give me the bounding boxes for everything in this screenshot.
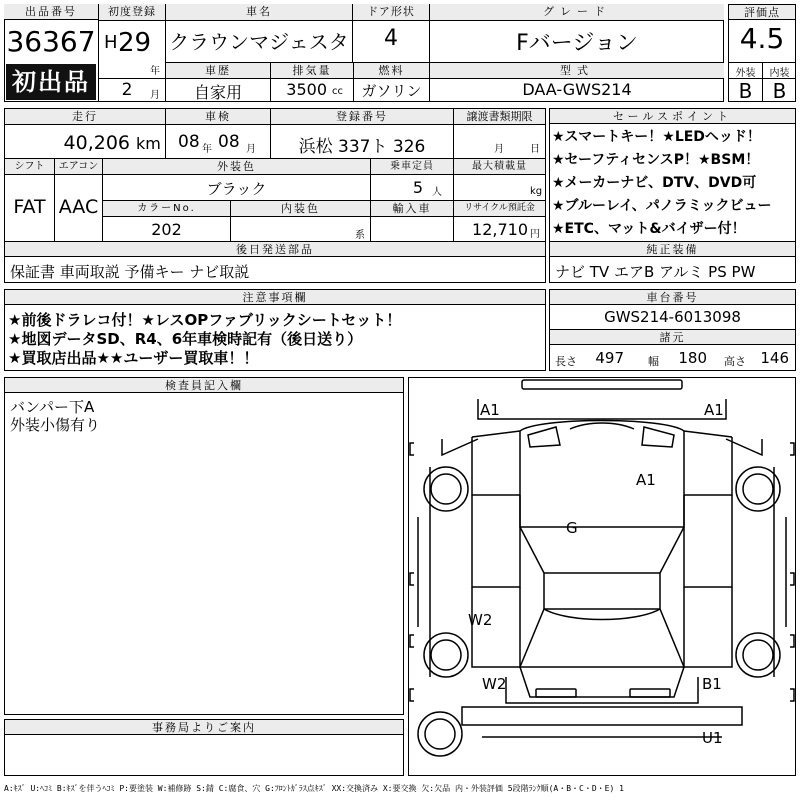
sales-line: ★メーカーナビ、DTV、DVD可 (552, 175, 757, 191)
load-label: 最大積載量 (454, 159, 545, 174)
type-value: DAA-GWS214 (522, 80, 632, 99)
color-no-value: 202 (151, 220, 182, 239)
equipment-label: 純正装備 (550, 242, 795, 257)
car-diagram (408, 377, 796, 776)
recycle-label: リサイクル預託金 (454, 201, 545, 216)
reg-month-unit: 月 (150, 90, 160, 101)
capacity-unit: 人 (432, 187, 442, 198)
dims-label: 諸元 (550, 330, 795, 345)
first-listing-badge: 初出品 (6, 64, 96, 100)
damage-mark: G (566, 519, 578, 537)
mileage-value: 40,206 (63, 132, 130, 154)
color-no-label: カラーNo. (103, 201, 230, 216)
reg-month: 2 (121, 80, 133, 100)
type-label: 型式 (430, 63, 724, 78)
chassis-value: GWS214-6013098 (604, 308, 741, 326)
score-label: 評価点 (729, 5, 795, 20)
height-label: 高さ (724, 355, 746, 368)
recycle-value: 12,710 (472, 220, 528, 239)
damage-mark: A1 (636, 471, 656, 489)
inspector-line: バンパー下A (10, 398, 95, 416)
office-label: 事務局よりご案内 (5, 720, 403, 735)
era: H (104, 32, 118, 53)
equipment-value: ナビ TV エアB アルミ PS PW (555, 263, 756, 281)
later-parts-value: 保証書 車両取説 予備キー ナビ取説 (10, 263, 250, 281)
grade-value: Fバージョン (516, 31, 638, 56)
shift-value: FAT (13, 196, 46, 218)
shift-label: シフト (5, 159, 54, 174)
exterior-label: 外装 (735, 68, 756, 79)
load-unit: kg (530, 186, 543, 197)
damage-mark: U1 (702, 729, 723, 747)
length-label: 長さ (555, 355, 577, 368)
color-label: 外装色 (103, 159, 370, 174)
doors-value: 4 (384, 26, 398, 51)
inspection-month: 08 (218, 132, 240, 152)
lot-number: 36367 (6, 25, 96, 58)
notes-label: 注意事項欄 (5, 290, 545, 305)
ac-label: エアコン (55, 159, 102, 174)
model-label: 車名 (166, 4, 352, 20)
interior-grade: B (772, 79, 787, 103)
legend: A:ｷｽﾞ U:ﾍｺﾐ B:ｷｽﾞを伴うﾍｺﾐ P:要塗装 W:補修跡 S:錆 C:腐食、穴 G:ﾌﾛﾝﾄｶﾞﾗｽ点ｷｽﾞ XX:交換済み X:要交換 欠:欠品 内・外装評価 5段階ﾗﾝｸ順(A・B・C・D・E) 1 (4, 784, 624, 793)
capacity-value: 5 (412, 178, 423, 197)
notes-line: ★前後ドラレコ付！★レスOPファブリックシートセット！ (8, 311, 402, 329)
history-label: 車歴 (166, 63, 270, 78)
notes-line: ★地図データSD、R4、6年車検時記有（後日送り） (8, 330, 363, 348)
lot-label: 出品番号 (4, 4, 98, 20)
capacity-label: 乗車定員 (371, 159, 453, 174)
mileage-label: 走行 (5, 109, 165, 124)
reg-year: 29 (118, 28, 152, 58)
interior-label: 内装 (769, 68, 790, 79)
fuel-label: 燃料 (354, 63, 429, 78)
displacement-value: 3500 (286, 80, 327, 99)
inspection-month-unit: 月 (246, 144, 256, 155)
plate-value: 浜松 337ト 326 (298, 137, 426, 157)
plate-label: 登録番号 (271, 109, 453, 124)
first-reg-label: 初度登録 (99, 4, 165, 20)
model-name: クラウンマジェスタ (169, 30, 349, 54)
inspection-year-unit: 年 (202, 144, 212, 155)
length-value: 497 (595, 349, 624, 367)
inspector-line: 外装小傷有り (10, 416, 101, 434)
inspection-year: 08 (178, 132, 200, 152)
interior-color-unit: 系 (355, 230, 365, 241)
sales-line: ★ブルーレイ、パノラミックビュー (552, 198, 772, 214)
history-value: 自家用 (193, 83, 242, 102)
exterior-grade: B (738, 79, 753, 103)
width-label: 幅 (648, 355, 659, 368)
transfer-label: 譲渡書類期限 (454, 109, 545, 124)
displacement-unit: cc (332, 86, 343, 97)
fuel-value: ガソリン (361, 82, 422, 100)
inspection-label: 車検 (166, 109, 270, 124)
color-value: ブラック (206, 180, 267, 198)
displacement-label: 排気量 (271, 63, 353, 78)
score-value: 4.5 (739, 22, 785, 55)
damage-mark: A1 (480, 401, 500, 419)
later-parts-label: 後日発送部品 (5, 242, 545, 257)
width-value: 180 (678, 349, 707, 367)
ac-value: AAC (58, 196, 99, 218)
recycle-unit: 円 (530, 229, 540, 240)
transfer-month-unit: 月 (494, 144, 504, 155)
mileage-unit: km (136, 134, 161, 153)
sales-points-label: セールスポイント (550, 109, 795, 124)
interior-color-label: 内装色 (231, 201, 370, 216)
damage-mark: A1 (704, 401, 724, 419)
height-value: 146 (760, 349, 789, 367)
reg-year-unit: 年 (150, 66, 160, 77)
damage-mark: W2 (482, 675, 507, 693)
import-label: 輸入車 (371, 201, 453, 216)
grade-label: グレード (430, 4, 724, 20)
sales-line: ★ETC、マット&バイザー付！ (552, 221, 746, 237)
inspector-label: 検査員記入欄 (5, 378, 403, 393)
doors-label: ドア形状 (353, 4, 429, 20)
chassis-label: 車台番号 (550, 290, 795, 305)
damage-mark: B1 (702, 675, 722, 693)
sales-line: ★セーフティセンスP！★BSM！ (552, 152, 760, 168)
damage-mark: W2 (468, 611, 493, 629)
transfer-day-unit: 日 (530, 144, 540, 155)
notes-line: ★買取店出品★★ユーザー買取車！！ (8, 349, 259, 367)
sales-line: ★スマートキー！★LEDヘッド！ (552, 129, 761, 145)
